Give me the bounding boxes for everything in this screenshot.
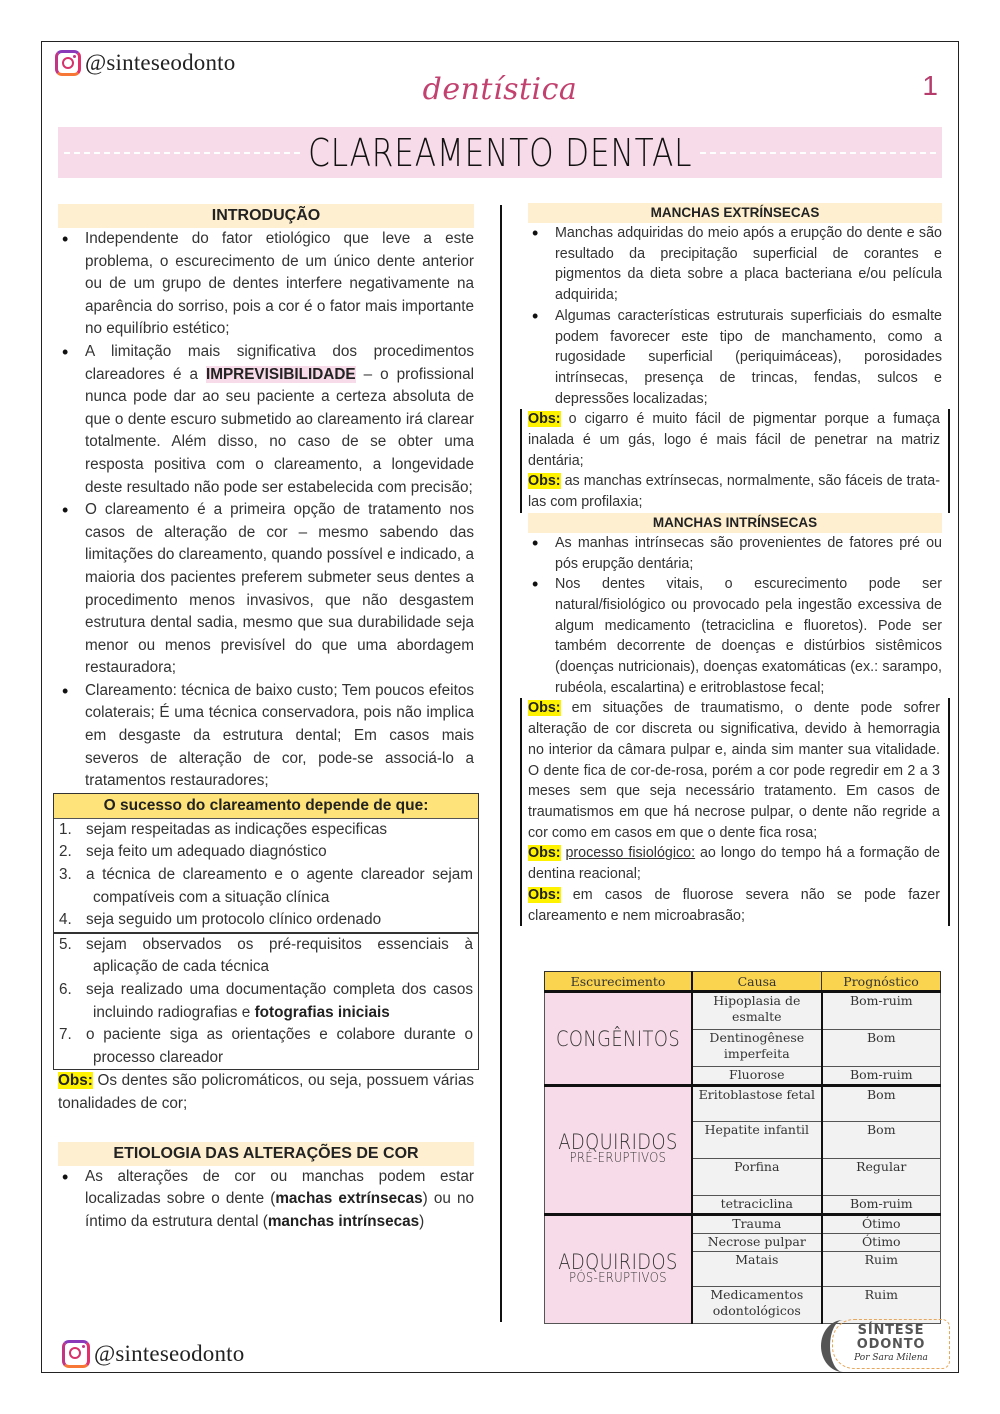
causa-cell: Porfina bbox=[692, 1159, 822, 1196]
list-item: • Clareamento: técnica de baixo custo; Tem poucos efeitos colaterais; É uma técnica conservadora, pois não implica em desgaste da estrutura dental; Em casos mais severos de alteração de cor, pode-se associá-lo a tratamentos restauradores; bbox=[58, 680, 474, 793]
numbered-item bbox=[59, 979, 473, 1024]
section-heading-introducao: INTRODUÇÃO bbox=[58, 204, 474, 228]
obs-note bbox=[528, 471, 940, 512]
table-row bbox=[545, 1215, 941, 1234]
prognostico-cell: Ruim bbox=[822, 1287, 941, 1324]
group-cell bbox=[545, 992, 693, 1086]
prognostico-cell: Bom bbox=[822, 1030, 941, 1067]
column-header: Escurecimento bbox=[545, 972, 693, 992]
causa-cell: Medicamentos odontológicos bbox=[692, 1287, 822, 1324]
extrinsecas-list bbox=[528, 223, 942, 409]
numbered-item bbox=[59, 841, 473, 864]
page-number: 1 bbox=[922, 70, 938, 101]
title-dash-left bbox=[64, 152, 300, 154]
page-title: CLAREAMENTO DENTAL bbox=[307, 130, 693, 175]
item-number: 6. bbox=[59, 981, 72, 998]
prognostico-cell: Bom-ruim bbox=[822, 1067, 941, 1086]
intrinsecas-list bbox=[528, 533, 942, 699]
obs-label: Obs: bbox=[528, 845, 561, 862]
item-number: 7. bbox=[59, 1026, 72, 1044]
text-run: As alterações de cor ou manchas podem estar localizadas sobre o dente ( bbox=[85, 1167, 474, 1208]
obs-note bbox=[528, 409, 940, 471]
section-heading-intrinsecas: MANCHAS INTRÍNSECAS bbox=[528, 513, 942, 533]
item-text: o paciente siga as orientações e colabore durante o processo clareador bbox=[86, 1026, 473, 1066]
prognostico-cell: Bom bbox=[822, 1086, 941, 1122]
group-label: ADQUIRIDOS bbox=[558, 1130, 678, 1154]
causa-cell: Necrose pulpar bbox=[692, 1234, 822, 1252]
title-band bbox=[58, 127, 942, 178]
item-number: 4. bbox=[59, 911, 72, 929]
list-item: • As manhas intrínsecas são provenientes de fatores pré ou pós erupção dentária; bbox=[528, 533, 942, 574]
subject-title: dentística bbox=[422, 72, 578, 107]
obs-label: Obs: bbox=[528, 473, 561, 490]
list-item: • Algumas características estruturais superficiais do esmalte podem favorecer este tipo de manchamento, como a rugosidade superficial (periquimáceas), porosidades intrínsecas, presença de trincas, fendas, sulcos e depressões localizadas; bbox=[528, 306, 942, 410]
causa-cell: Hepatite infantil bbox=[692, 1122, 822, 1159]
obs-note bbox=[528, 698, 940, 843]
group-cell bbox=[545, 1086, 693, 1215]
item-text: seja seguido um protocolo clínico ordenado bbox=[86, 911, 382, 929]
instagram-handle-text: @sinteseodonto bbox=[85, 50, 236, 75]
group-sublabel: PÓS-ERUPTIVOS bbox=[569, 1269, 667, 1286]
text-run: – o profissional nunca pode dar ao seu paciente a certeza absoluta de que o dente escuro submetido ao clareamento irá clarear totalmente. Além disso, no caso de se obter uma resposta positiva com o clareamento, a longevidade deste resultado não pode ser estabelecida com precisão; bbox=[85, 365, 474, 496]
obs-label: Obs: bbox=[528, 886, 561, 903]
right-column bbox=[528, 203, 942, 926]
causa-cell: Matais bbox=[692, 1252, 822, 1287]
group-label: ADQUIRIDOS bbox=[558, 1249, 678, 1274]
numbered-item bbox=[59, 909, 473, 932]
underlined-run: processo fisiológico: bbox=[565, 845, 696, 862]
obs-label: Obs: bbox=[528, 700, 561, 717]
obs-note bbox=[58, 1070, 474, 1115]
obs-text: em situações de traumatismo, o dente pode sofrer alteração de cor discreta ou significativa, devido à hemorragia no interior da câmara pulpar e, ainda sim manter sua vitalidade. O dente fica de cor-de-rosa, porém a cor pode regredir em 2 a 3 meses sem que seja necessário tratamento. Em casos de traumatismos em que há necrose pulpar, o dente não regride a cor como em casos em que o dente fica rosa; bbox=[528, 700, 940, 841]
obs-label: Obs: bbox=[58, 1072, 93, 1090]
sucesso-heading: O sucesso do clareamento depende de que: bbox=[54, 794, 478, 819]
text-run: ) ou no íntimo da estrutura dental ( bbox=[85, 1190, 474, 1230]
item-number: 1. bbox=[59, 820, 72, 838]
prognostico-cell: Regular bbox=[822, 1159, 941, 1196]
table-row bbox=[545, 992, 941, 1030]
logo-line-1: SÍNTESE bbox=[857, 1323, 925, 1338]
numbered-item bbox=[59, 934, 473, 979]
causa-cell: Eritoblastose fetal bbox=[692, 1086, 822, 1122]
text-run: ) bbox=[419, 1212, 425, 1230]
table-header-row bbox=[545, 972, 941, 992]
bold-run: fotografias iniciais bbox=[254, 1003, 390, 1021]
list-item: • O clareamento é a primeira opção de tratamento nos casos de alteração de cor – mesmo sabendo das limitações do clareamento, quando possível e indicado, a maioria dos pacientes preferem submeter seus dentes a procedimento menos invasivos, que não desgastem estrutura dental sadia, mesmo que sua durabilidade seja menor ou menos previsível do que uma abordagem restauradora; bbox=[58, 499, 474, 680]
item-number: 2. bbox=[59, 843, 72, 861]
escurecimento-table-wrap bbox=[544, 971, 941, 1324]
causa-cell: Trauma bbox=[692, 1215, 822, 1234]
obs-text: Os dentes são policromáticos, ou seja, possuem várias tonalidades de cor; bbox=[58, 1072, 474, 1112]
intrinsecas-obs-box bbox=[520, 698, 950, 926]
text-run: seja realizado uma documentação completa dos casos incluindo radiografias e bbox=[86, 981, 473, 1021]
obs-text: o cigarro é muito fácil de pigmentar porque a fumaça inalada é um gás, logo é mais fácil de penetrar na matriz dentária; bbox=[528, 411, 940, 469]
item-text: seja feito um adequado diagnóstico bbox=[86, 843, 327, 861]
numbered-item bbox=[59, 864, 473, 909]
item-text: sejam observados os pré-requisitos essenciais à aplicação de cada técnica bbox=[86, 935, 473, 976]
obs-note bbox=[528, 885, 940, 926]
sucesso-box bbox=[53, 793, 479, 1071]
list-item: • Manchas adquiridas do meio após a erupção do dente e são resultado da precipitação superficial de corantes e pigmentos da dieta sobre a placa bacteriana e/ou película adquirida; bbox=[528, 223, 942, 306]
group-cell bbox=[545, 1215, 693, 1324]
causa-cell: Fluorose bbox=[692, 1067, 822, 1086]
obs-label: Obs: bbox=[528, 411, 561, 428]
title-dash-right bbox=[700, 152, 936, 154]
logo-line-2: ODONTO bbox=[856, 1337, 926, 1352]
group-sublabel: PRÉ-ERUPTIVOS bbox=[569, 1150, 667, 1166]
escurecimento-table bbox=[544, 971, 941, 1324]
causa-cell: Hipoplasia de esmalte bbox=[692, 992, 822, 1030]
extrinsecas-obs-box bbox=[520, 409, 950, 513]
list-item: • Nos dentes vitais, o escurecimento pode ser natural/fisiológico ou provocado pela ingestão excessiva de algum medicamento (tetraciclina e fluoretos). Pode ser também decorrente de doenças e distúrbios sistêmicos (doenças nutricionais), doenças exatomáticas (ex.: sarampo, rubéola, escalartina) e eritroblastose fecal; bbox=[528, 574, 942, 698]
list-item bbox=[58, 1166, 474, 1234]
etiologia-list bbox=[58, 1166, 474, 1234]
column-divider bbox=[500, 205, 502, 1322]
instagram-icon bbox=[62, 1340, 90, 1368]
numbered-item bbox=[59, 819, 473, 842]
bold-run: machas extrínsecas bbox=[275, 1190, 423, 1208]
introducao-list bbox=[58, 228, 474, 793]
section-heading-etiologia: ETIOLOGIA DAS ALTERAÇÕES DE COR bbox=[58, 1142, 474, 1166]
causa-cell: tetraciclina bbox=[692, 1196, 822, 1215]
obs-text: ao longo do tempo há a formação de dentina reacional; bbox=[528, 845, 940, 883]
sintese-odonto-logo bbox=[818, 1317, 958, 1373]
group-label: CONGÊNITOS bbox=[555, 1026, 681, 1051]
section-heading-extrinsecas: MANCHAS EXTRÍNSECAS bbox=[528, 203, 942, 223]
column-header: Prognóstico bbox=[822, 972, 941, 992]
bold-run: manchas intrínsecas bbox=[267, 1212, 420, 1230]
prognostico-cell: Ótimo bbox=[822, 1215, 941, 1234]
item-number: 3. bbox=[59, 866, 72, 884]
item-text: a técnica de clareamento e o agente clareador sejam compatíveis com a situação clínica bbox=[86, 866, 473, 906]
sucesso-list-a bbox=[54, 819, 478, 932]
item-text bbox=[86, 979, 473, 1024]
prognostico-cell: Bom bbox=[822, 1122, 941, 1159]
causa-cell: Dentinogênese imperfeita bbox=[692, 1030, 822, 1067]
table-row bbox=[545, 1086, 941, 1122]
instagram-handle-text: @sinteseodonto bbox=[94, 1341, 245, 1366]
list-item: • Independente do fator etiológico que leve a este problema, o escurecimento de um único dente anterior ou de um grupo de dentes interfere negativamente na aparência do sorriso, pois a cor é o fator mais importante no equilíbrio estético; bbox=[58, 228, 474, 341]
logo-line-3: Por Sara Milena bbox=[854, 1353, 928, 1363]
text-run: A limitação mais significativa dos procedimentos clareadores é a bbox=[85, 342, 474, 383]
column-header: Causa bbox=[692, 972, 822, 992]
obs-note bbox=[528, 843, 940, 884]
obs-text: em casos de fluorose severa não se pode fazer clareamento e nem microabrasão; bbox=[528, 886, 940, 924]
prognostico-cell: Ótimo bbox=[822, 1234, 941, 1252]
left-column bbox=[58, 204, 474, 1233]
item-text: sejam respeitadas as indicações especificas bbox=[86, 820, 387, 838]
list-item bbox=[58, 341, 474, 499]
instagram-handle-bottom[interactable] bbox=[62, 1340, 244, 1368]
numbered-item bbox=[59, 1024, 473, 1069]
prognostico-cell: Bom-ruim bbox=[822, 1196, 941, 1215]
logo-badge bbox=[832, 1319, 950, 1369]
obs-text: as manchas extrínsecas, normalmente, são fáceis de trata-las com profilaxia; bbox=[528, 473, 940, 511]
sucesso-list-b bbox=[54, 932, 478, 1070]
highlight-imprevisibilidade: IMPREVISIBILIDADE bbox=[205, 365, 356, 383]
prognostico-cell: Bom-ruim bbox=[822, 992, 941, 1030]
item-number: 5. bbox=[59, 935, 72, 953]
prognostico-cell: Ruim bbox=[822, 1252, 941, 1287]
